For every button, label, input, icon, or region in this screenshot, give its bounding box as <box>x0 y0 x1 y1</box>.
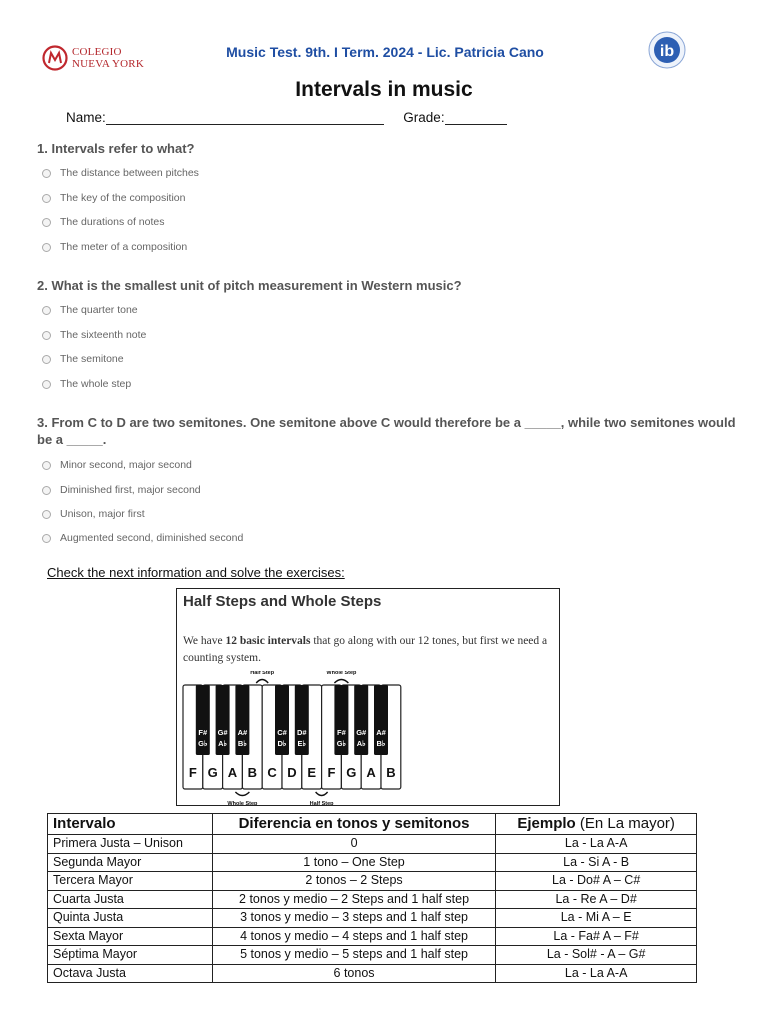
question-1: 1. Intervals refer to what? <box>37 141 195 156</box>
white-key-label: F <box>188 765 197 780</box>
black-key-sharp-label: A# <box>237 728 248 737</box>
table-row <box>48 890 697 909</box>
q1-option-3[interactable] <box>42 216 164 228</box>
example-cell: La - La A-A <box>496 964 697 983</box>
q3-option-1[interactable] <box>42 459 192 471</box>
logo-text-line1: COLEGIO <box>72 46 122 58</box>
radio-icon[interactable] <box>42 486 51 495</box>
black-key-sharp-label: F# <box>337 728 346 737</box>
radio-icon[interactable] <box>42 331 51 340</box>
option-label: The semitone <box>60 353 124 365</box>
option-label: The meter of a composition <box>60 241 188 253</box>
example-cell: La - Fa# A – F# <box>496 927 697 946</box>
header-title: Music Test. 9th. I Term. 2024 - Lic. Patricia Cano <box>226 44 544 60</box>
interval-name-cell: Segunda Mayor <box>48 853 213 872</box>
figure-title: Half Steps and Whole Steps <box>183 593 382 610</box>
half-step-arrow-bottom <box>316 792 328 796</box>
black-key-flat-label: G♭ <box>336 739 347 748</box>
white-key-label: C <box>267 765 277 780</box>
option-label: The sixteenth note <box>60 329 147 341</box>
interval-name-cell: Primera Justa – Unison <box>48 835 213 854</box>
header-intervalo: Intervalo <box>48 814 213 835</box>
figure-text: We have 12 basic intervals that go along with our 12 tones, but first we need a counting system. <box>183 635 548 664</box>
radio-icon[interactable] <box>42 355 51 364</box>
piano-keyboard <box>177 671 559 805</box>
white-key-label: F <box>327 765 336 780</box>
black-key-sharp-label: C# <box>277 728 287 737</box>
radio-icon[interactable] <box>42 534 51 543</box>
black-key-flat-label: A♭ <box>356 739 366 748</box>
school-emblem-icon <box>42 45 68 71</box>
white-key-label: A <box>366 765 376 780</box>
name-label: Name: <box>66 110 106 125</box>
q2-option-2[interactable] <box>42 329 146 341</box>
white-key-label: G <box>346 765 357 780</box>
q2-option-3[interactable] <box>42 353 124 365</box>
black-key-flat-label: G♭ <box>198 739 208 748</box>
radio-icon[interactable] <box>42 306 51 315</box>
difference-cell: 5 tonos y medio – 5 steps and 1 half step <box>212 946 496 965</box>
table-row <box>48 946 697 965</box>
black-key-flat-label: B♭ <box>376 739 386 748</box>
white-key-label: D <box>287 765 297 780</box>
q3-option-3[interactable] <box>42 508 145 520</box>
q2-option-1[interactable] <box>42 304 138 316</box>
example-cell: La - Si A - B <box>496 853 697 872</box>
q3-option-4[interactable] <box>42 532 243 544</box>
question-3-line-2: be a _____. <box>37 432 107 447</box>
half-step-arrow-top <box>256 680 268 684</box>
interval-name-cell: Quinta Justa <box>48 909 213 928</box>
question-2: 2. What is the smallest unit of pitch measurement in Western music? <box>37 278 462 293</box>
table-row <box>48 927 697 946</box>
whole-step-label-bottom: Whole Step <box>227 801 258 805</box>
q1-option-2[interactable] <box>42 192 185 204</box>
option-label: The quarter tone <box>60 304 138 316</box>
whole-step-arrow-top <box>334 680 348 684</box>
black-key-sharp-label: A# <box>376 728 386 737</box>
interval-name-cell: Séptima Mayor <box>48 946 213 965</box>
table-row <box>48 835 697 854</box>
difference-cell: 4 tonos y medio – 4 steps and 1 half step <box>212 927 496 946</box>
option-label: Augmented second, diminished second <box>60 532 244 544</box>
half-step-label-bottom: Half Step <box>309 801 334 805</box>
ib-logo-text: ib <box>659 43 675 60</box>
option-label: The distance between pitches <box>60 167 199 179</box>
difference-cell: 0 <box>212 835 496 854</box>
whole-step-arrow-bottom <box>235 792 249 796</box>
option-label: Unison, major first <box>60 508 145 520</box>
black-key-sharp-label: G# <box>217 728 228 737</box>
whole-step-label-top: Whole Step <box>326 671 357 676</box>
interval-name-cell: Tercera Mayor <box>48 872 213 891</box>
q3-option-2[interactable] <box>42 484 201 496</box>
black-key-flat-label: D♭ <box>277 739 287 748</box>
difference-cell: 2 tonos – 2 Steps <box>212 872 496 891</box>
black-key-sharp-label: D# <box>297 728 307 737</box>
difference-cell: 6 tonos <box>212 964 496 983</box>
radio-icon[interactable] <box>42 461 51 470</box>
table-header-row <box>48 814 697 835</box>
q1-option-1[interactable] <box>42 167 199 179</box>
black-key-flat-label: A♭ <box>218 739 228 748</box>
radio-icon[interactable] <box>42 169 51 178</box>
white-key-label: E <box>307 765 317 780</box>
instructions-text: Check the next information and solve the exercises: <box>47 565 345 580</box>
intervals-table <box>47 813 697 983</box>
name-grade-line <box>66 110 507 125</box>
white-key-label: B <box>247 765 257 780</box>
table-row <box>48 909 697 928</box>
interval-name-cell: Sexta Mayor <box>48 927 213 946</box>
interval-name-cell: Octava Justa <box>48 964 213 983</box>
half-step-label-top: Half Step <box>250 671 275 676</box>
black-key-sharp-label: G# <box>356 728 367 737</box>
q2-option-4[interactable] <box>42 378 131 390</box>
option-label: The key of the composition <box>60 192 186 204</box>
half-whole-steps-figure <box>176 588 560 806</box>
black-key-flat-label: E♭ <box>297 739 307 748</box>
black-key-flat-label: B♭ <box>237 739 247 748</box>
ib-logo <box>644 30 690 70</box>
table-row <box>48 853 697 872</box>
question-3-line-1: 3. From C to D are two semitones. One semitone above C would therefore be a _____, while two semitones would <box>37 415 736 430</box>
document-title: Intervals in music <box>295 78 473 101</box>
option-label: The whole step <box>60 378 132 390</box>
example-cell: La - La A-A <box>496 835 697 854</box>
school-logo <box>42 44 152 74</box>
example-cell: La - Do# A – C# <box>496 872 697 891</box>
example-cell: La - Re A – D# <box>496 890 697 909</box>
name-blank[interactable] <box>106 110 384 125</box>
q1-option-4[interactable] <box>42 241 187 253</box>
radio-icon[interactable] <box>42 380 51 389</box>
radio-icon[interactable] <box>42 194 51 203</box>
header-diferencia: Diferencia en tonos y semitonos <box>212 814 496 835</box>
header-ejemplo: Ejemplo (En La mayor) <box>496 814 697 835</box>
example-cell: La - Sol# - A – G# <box>496 946 697 965</box>
interval-name-cell: Cuarta Justa <box>48 890 213 909</box>
white-key-label: A <box>227 765 238 780</box>
grade-blank[interactable] <box>445 110 507 125</box>
radio-icon[interactable] <box>42 243 51 252</box>
logo-text-line2: NUEVA YORK <box>72 58 144 70</box>
ib-emblem-icon <box>644 30 690 70</box>
black-key-sharp-label: F# <box>198 728 208 737</box>
difference-cell: 1 tono – One Step <box>212 853 496 872</box>
grade-label: Grade: <box>403 110 445 125</box>
table-row <box>48 964 697 983</box>
radio-icon[interactable] <box>42 510 51 519</box>
option-label: The durations of notes <box>60 216 165 228</box>
white-key-label: B <box>386 765 396 780</box>
table-row <box>48 872 697 891</box>
option-label: Diminished first, major second <box>60 484 201 496</box>
difference-cell: 3 tonos y medio – 3 steps and 1 half step <box>212 909 496 928</box>
example-cell: La - Mi A – E <box>496 909 697 928</box>
white-key-label: G <box>207 765 218 780</box>
radio-icon[interactable] <box>42 218 51 227</box>
difference-cell: 2 tonos y medio – 2 Steps and 1 half step <box>212 890 496 909</box>
option-label: Minor second, major second <box>60 459 192 471</box>
